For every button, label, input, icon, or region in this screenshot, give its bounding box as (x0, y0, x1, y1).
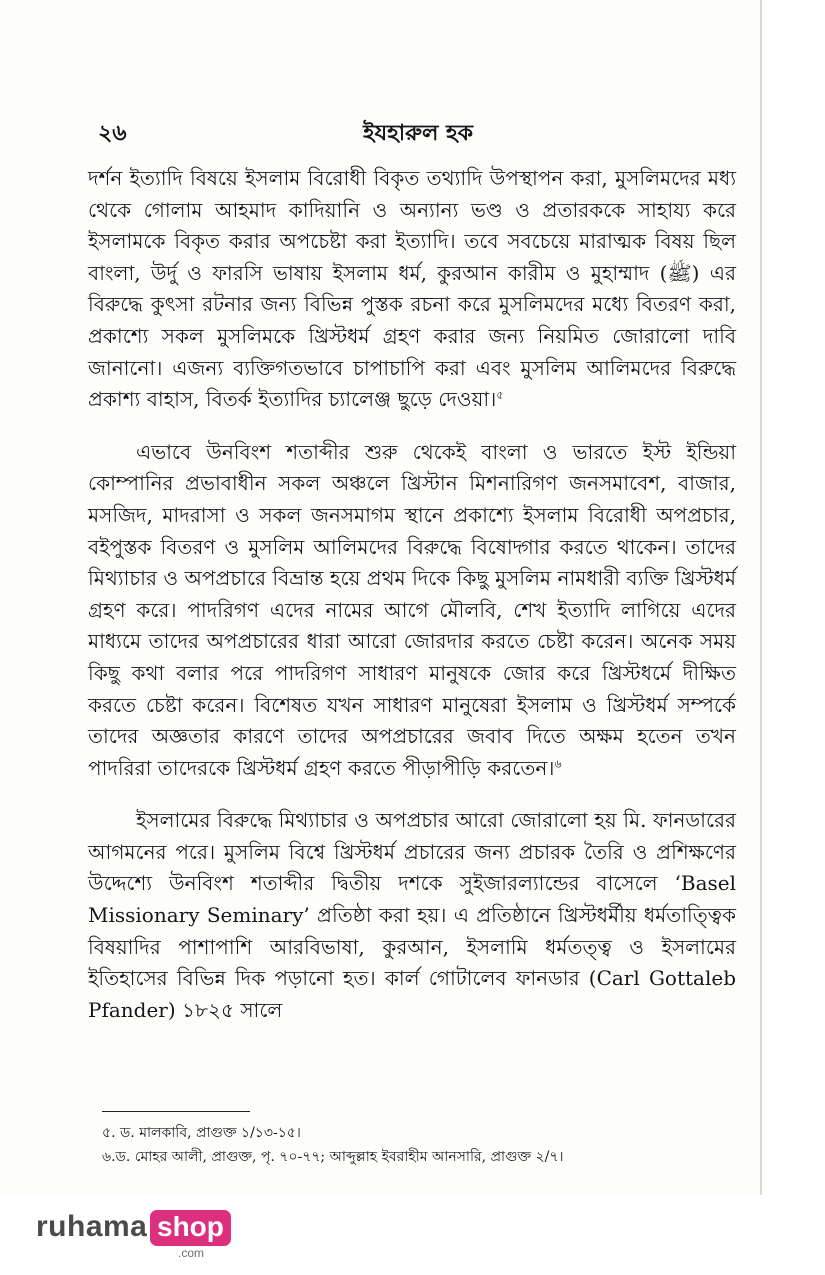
paragraph-text: এভাবে উনবিংশ শতাব্দীর শুরু থেকেই বাংলা ও ভারতে ইস্ট ইন্ডিয়া কোম্পানির প্রভাবাধীন সকল অঞ্চলে খ্রিস্টান মিশনারিগণ জনসমাবেশ, বাজার, মসজিদ, মাদরাসা ও সকল জনসমাগম স্থানে প্রকাশ্যে ইসলাম বিরোধী অপপ্রচার, বইপুস্তক বিতরণ ও মুসলিম আলিমদের বিরুদ্ধে বিষোদ্গার করতে থাকেন। তাদের মিথ্যাচার ও অপপ্রচারে বিভ্রান্ত হয়ে প্রথম দিকে কিছু মুসলিম নামধারী ব্যক্তি খ্রিস্টধর্ম গ্রহণ করে। পাদরিগণ এদের নামের আগে মৌলবি, শেখ ইত্যাদি লাগিয়ে এদের মাধ্যমে তাদের অপপ্রচারের ধারা আরো জোরদার করতে চেষ্টা করেন। অনেক সময় কিছু কথা বলার পরে পাদরিগণ সাধারণ মানুষকে জোর করে খ্রিস্টধর্মে দীক্ষিত করতে চেষ্টা করেন। বিশেষত যখন সাধারণ মানুষেরা ইসলাম ও খ্রিস্টধর্ম সম্পর্কে তাদের অজ্ঞতার কারণে তাদের অপপ্রচারের জবাব দিতে অক্ষম হতেন তখন পাদরিরা তাদেরকে খ্রিস্টধর্ম গ্রহণ করতে পীড়াপীড়ি করতেন। (88, 439, 736, 780)
footnote-divider (102, 1111, 250, 1112)
body-text (88, 163, 736, 1047)
page-header (98, 116, 738, 150)
footnote-ref: ৫ (496, 388, 504, 402)
paragraph-text: দর্শন ইত্যাদি বিষয়ে ইসলাম বিরোধী বিকৃত তথ্যাদি উপস্থাপন করা, মুসলিমদের মধ্য থেকে গোলাম আহমাদ কাদিয়ানি ও অন্যান্য ভণ্ড ও প্রতারককে সাহায্য করে ইসলামকে বিকৃত করার অপচেষ্টা করা ইত্যাদি। তবে সবচেয়ে মারাত্মক বিষয় ছিল বাংলা, উর্দু ও ফারসি ভাষায় ইসলাম ধর্ম, কুরআন কারীম ও মুহাম্মাদ (ﷺ) এর বিরুদ্ধে কুৎসা রটনার জন্য বিভিন্ন পুস্তক রচনা করে মুসলিমদের মধ্যে বিতরণ করা, প্রকাশ্যে সকল মুসলিমকে খ্রিস্টধর্ম গ্রহণ করার জন্য নিয়মিত জোরালো দাবি জানানো। এজন্য ব্যক্তিগতভাবে চাপাচাপি করা এবং মুসলিম আলিমদের বিরুদ্ধে প্রকাশ্য বাহাস, বিতর্ক ইত্যাদির চ্যালেঞ্জ ছুড়ে দেওয়া। (88, 166, 736, 412)
footnote-ref: ৬ (554, 757, 562, 771)
paragraph-1 (88, 163, 736, 416)
footnote-5: ৫. ড. মালকাবি, প্রাগুক্ত ১/১৩-১৫। (102, 1125, 301, 1141)
watermark-logo (36, 1208, 236, 1260)
logo-domain: .com (178, 1246, 205, 1260)
running-title: ইযহারুল হক (363, 120, 473, 146)
footnotes (102, 1121, 742, 1169)
logo-text-shop: shop (150, 1210, 231, 1246)
page-number: ২৬ (98, 120, 127, 146)
footnote-6: ৬.ড. মোহর আলী, প্রাগুক্ত, পৃ. ৭০-৭৭; আব্দুল্লাহ ইবরাহীম আনসারি, প্রাগুক্ত ২/৭। (102, 1149, 564, 1165)
paragraph-3 (88, 805, 736, 1026)
paragraph-text: ইসলামের বিরুদ্ধে মিথ্যাচার ও অপপ্রচার আরো জোরালো হয় মি. ফানডারের আগমনের পরে। মুসলিম বিশ্বে খ্রিস্টধর্ম প্রচারের জন্য প্রচারক তৈরি ও প্রশিক্ষণের উদ্দেশ্যে উনবিংশ শতাব্দীর দ্বিতীয় দশকে সুইজারল্যান্ডের বাসেলে ‘Basel Missionary Seminary’ প্রতিষ্ঠা করা হয়। এ প্রতিষ্ঠানে খ্রিস্টধর্মীয় ধর্মতাত্ত্বিক বিষয়াদির পাশাপাশি আরবিভাষা, কুরআন, ইসলামি ধর্মতত্ত্ব ও ইসলামের ইতিহাসের বিভিন্ন দিক পড়ানো হত। কার্ল গোটালেব ফানডার (Carl Gottaleb Pfander) ১৮২৫ সালে (88, 808, 736, 1022)
paragraph-2 (88, 437, 736, 785)
logo-text-ruhama: ruhama (36, 1210, 148, 1243)
